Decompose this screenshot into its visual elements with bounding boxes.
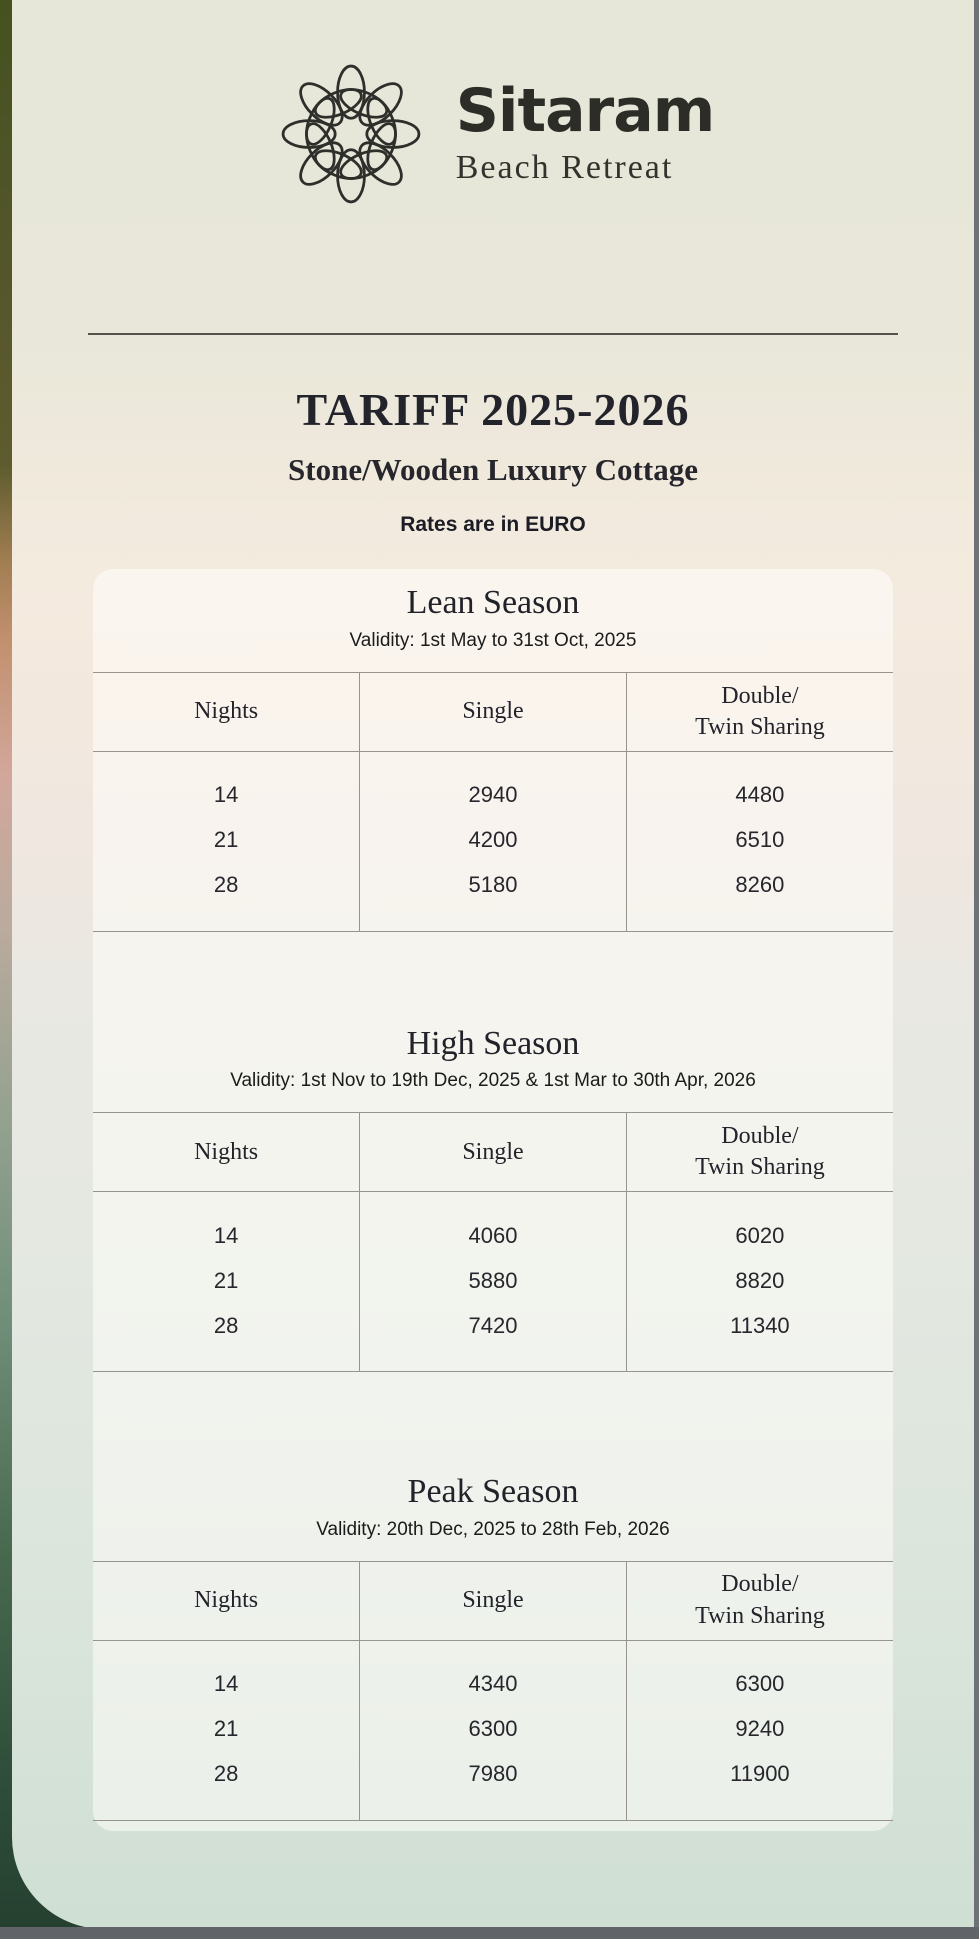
rate-table-lean	[93, 672, 893, 932]
table-row	[93, 1752, 893, 1821]
rate-table-high	[93, 1112, 893, 1372]
nights-value: 28	[93, 1303, 360, 1372]
table-row	[93, 1258, 893, 1303]
table-row	[93, 751, 893, 818]
double-rate: 9240	[626, 1707, 893, 1752]
season-title: High Season	[406, 1024, 580, 1062]
table-row	[93, 1192, 893, 1259]
content-panel	[12, 0, 974, 1929]
background-right-edge	[974, 0, 979, 1939]
single-rate: 4060	[360, 1192, 627, 1259]
double-rate: 11900	[626, 1752, 893, 1821]
table-row	[93, 818, 893, 863]
season-validity: Validity: 1st Nov to 19th Dec, 2025 & 1st Mar to 30th Apr, 2026	[230, 1070, 756, 1092]
double-rate: 6020	[626, 1192, 893, 1259]
divider-line	[88, 333, 898, 335]
single-rate: 5180	[360, 863, 627, 932]
nights-value: 21	[213, 827, 239, 853]
double-rate: 8820	[626, 1258, 893, 1303]
table-row	[93, 1707, 893, 1752]
single-rate: 5880	[360, 1258, 627, 1303]
column-header-nights: Nights	[93, 672, 360, 751]
brand-name: Sitaram	[455, 76, 715, 147]
single-rate: 6300	[360, 1707, 627, 1752]
season-section-lean	[93, 569, 893, 931]
double-rate: 6510	[626, 818, 893, 863]
single-rate: 4200	[360, 818, 627, 863]
brand-tagline: Beach Retreat	[455, 149, 674, 187]
nights-value: 21	[213, 1267, 239, 1293]
season-title: Lean Season	[406, 584, 580, 622]
tariff-card	[93, 569, 893, 1831]
single-rate: 7980	[360, 1752, 627, 1821]
bottom-bar	[0, 1927, 979, 1939]
column-header-double-line2: Twin Sharing	[695, 1154, 825, 1181]
season-validity: Validity: 20th Dec, 2025 to 28th Feb, 2026	[316, 1518, 670, 1540]
column-header-double-line2: Twin Sharing	[695, 713, 825, 740]
column-header-double	[626, 672, 893, 751]
brand-header	[12, 0, 974, 213]
single-rate: 2940	[360, 751, 627, 818]
column-header-single: Single	[360, 1561, 627, 1640]
column-header-nights: Nights	[93, 1561, 360, 1640]
double-rate: 6300	[626, 1640, 893, 1707]
column-header-double-line1: Double/	[721, 682, 799, 709]
single-rate: 7420	[360, 1303, 627, 1372]
table-row	[93, 1303, 893, 1372]
nights-value: 21	[213, 1716, 239, 1742]
table-row	[93, 863, 893, 932]
table-header-row	[93, 1561, 893, 1640]
brand-text-block	[455, 76, 715, 187]
nights-value: 14	[213, 782, 239, 808]
double-rate: 8260	[626, 863, 893, 932]
page-subtitle: Stone/Wooden Luxury Cottage	[288, 451, 698, 487]
column-header-double-line1: Double/	[721, 1122, 799, 1149]
nights-value: 14	[213, 1222, 239, 1248]
season-validity: Validity: 1st May to 31st Oct, 2025	[349, 630, 637, 652]
double-rate: 11340	[626, 1303, 893, 1372]
column-header-single: Single	[360, 672, 627, 751]
double-rate: 4480	[626, 751, 893, 818]
column-header-double	[626, 1113, 893, 1192]
column-header-double-line2: Twin Sharing	[695, 1602, 825, 1629]
table-header-row	[93, 672, 893, 751]
nights-value: 28	[93, 863, 360, 932]
nights-value: 14	[213, 1671, 239, 1697]
rosette-knot-icon	[272, 55, 430, 213]
column-header-nights: Nights	[93, 1113, 360, 1192]
column-header-double-line1: Double/	[721, 1571, 799, 1598]
page-title: TARIFF 2025-2026	[296, 384, 690, 435]
nights-value: 28	[93, 1752, 360, 1821]
column-header-single: Single	[360, 1113, 627, 1192]
rates-currency-note: Rates are in EURO	[400, 513, 586, 537]
season-title: Peak Season	[407, 1473, 579, 1511]
season-section-peak	[93, 1472, 893, 1820]
table-row	[93, 1640, 893, 1707]
column-header-double	[626, 1561, 893, 1640]
table-header-row	[93, 1113, 893, 1192]
single-rate: 4340	[360, 1640, 627, 1707]
season-section-high	[93, 1024, 893, 1372]
rate-table-peak	[93, 1561, 893, 1821]
